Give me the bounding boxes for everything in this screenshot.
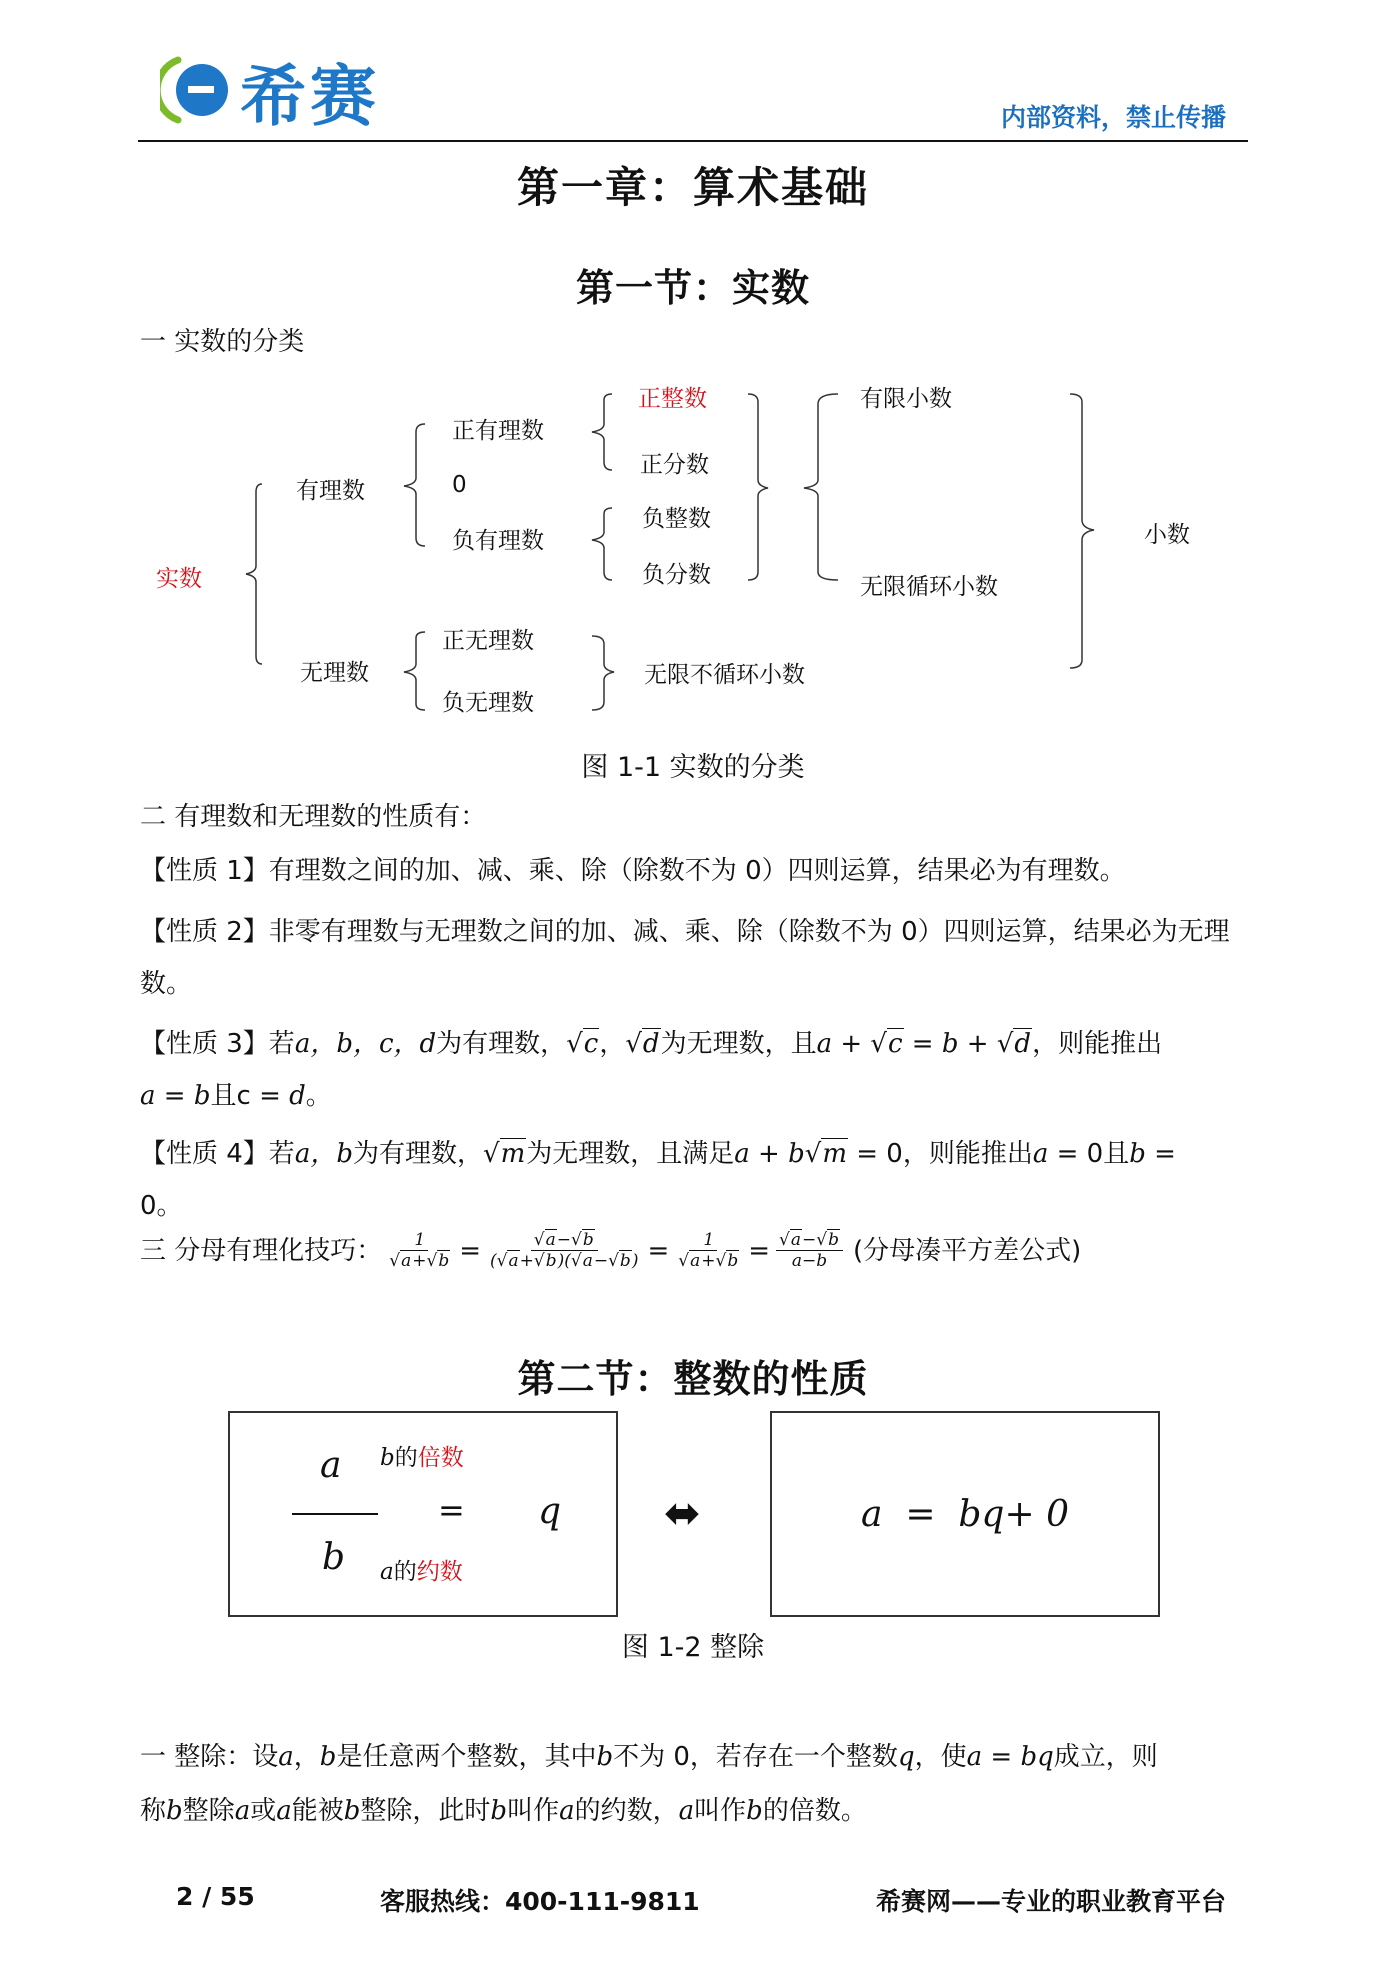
node-pos-integer: 正整数	[638, 386, 707, 412]
chapter-title: 第一章：算术基础	[516, 163, 869, 212]
header-note: 内部资料，禁止传播	[1000, 103, 1226, 132]
division-equation: a = bq+ 0	[860, 1493, 1069, 1535]
node-zero: 0	[452, 472, 467, 498]
property-2: 【性质 2】非零有理数与无理数之间的加、减、乘、除（除数不为 0）四则运算，结果必为无理数。	[140, 917, 1230, 999]
property-4: 【性质 4】若a，b为有理数，√m为无理数，且满足a + b√m = 0，则能推出a = 0且b = 0。	[140, 1139, 1176, 1221]
logo-text: 希赛	[240, 57, 380, 135]
node-rational: 有理数	[296, 478, 365, 504]
divisibility-definition: 一 整除：设a，b是任意两个整数，其中b不为 0，若存在一个整数q，使a = bq成立，则 称b整除a或a能被b整除，此时b叫作a的约数，a叫作b的倍数。	[140, 1742, 1158, 1826]
node-neg-fraction: 负分数	[642, 562, 711, 588]
double-arrow-icon: ⬌	[664, 1488, 701, 1539]
platform-slogan: 希赛网——专业的职业教育平台	[875, 1887, 1226, 1916]
equals-sign: =	[438, 1491, 465, 1529]
fraction-box	[228, 1411, 618, 1617]
hotline: 客服热线：400-111-9811	[380, 1887, 700, 1916]
section2-title: 第二节：整数的性质	[517, 1357, 869, 1401]
denominator-b: b	[322, 1537, 346, 1578]
node-nonrepeating-decimal: 无限不循环小数	[644, 662, 805, 688]
fraction-bar	[292, 1513, 378, 1515]
node-real: 实数	[156, 566, 202, 592]
section1-title: 第一节：实数	[575, 266, 810, 310]
node-decimal: 小数	[1144, 522, 1190, 548]
node-neg-integer: 负整数	[642, 506, 711, 532]
heading-classification: 一 实数的分类	[140, 327, 305, 357]
node-pos-fraction: 正分数	[640, 452, 709, 478]
node-neg-irrational: 负无理数	[442, 690, 534, 716]
node-pos-irrational: 正无理数	[442, 628, 534, 654]
quotient-q: q	[538, 1491, 562, 1532]
label-divisor: a的约数	[380, 1559, 463, 1585]
rationalization-formula: 三 分母有理化技巧： $\frac{1}{√a+√b}$ = $\frac{√a-√b}{(√a+√b)(√a-√b)}$ = $\frac{1}{√a+√b}$ = $\frac{√a-√b}{a-b}$ (分母凑平方差公式)	[140, 1230, 1082, 1271]
node-pos-rational: 正有理数	[452, 418, 544, 444]
label-multiple: b的倍数	[380, 1445, 464, 1471]
figure2-caption: 图 1-2 整除	[621, 1632, 765, 1663]
figure1-caption: 图 1-1 实数的分类	[581, 752, 805, 783]
equation-box	[770, 1411, 1160, 1617]
page-number: 2 / 55	[176, 1882, 255, 1911]
numerator-a: a	[320, 1445, 342, 1486]
node-neg-rational: 负有理数	[452, 528, 544, 554]
node-finite-decimal: 有限小数	[860, 386, 952, 412]
property-3: 【性质 3】若a，b，c，d为有理数，√c，√d为无理数，且a + √c = b + √d，则能推出 a = b且c = d。	[140, 1029, 1163, 1111]
node-irrational: 无理数	[300, 660, 369, 686]
heading-properties: 二 有理数和无理数的性质有：	[140, 802, 487, 832]
node-repeating-decimal: 无限循环小数	[860, 574, 998, 600]
property-1: 【性质 1】有理数之间的加、减、乘、除（除数不为 0）四则运算，结果必为有理数。	[140, 856, 1126, 886]
